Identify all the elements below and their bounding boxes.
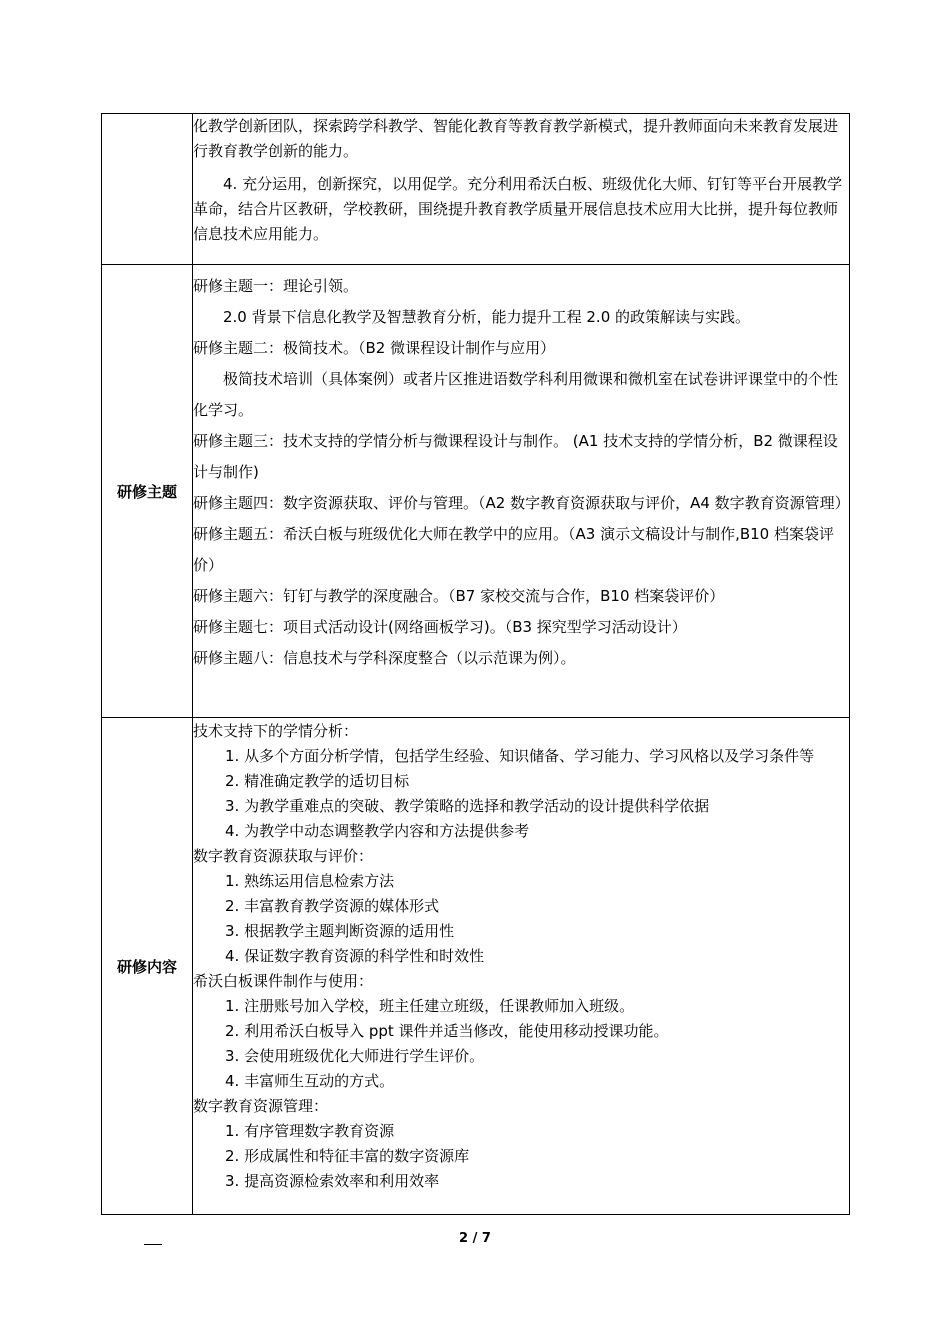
theme-line: 研修主题二：极简技术。（B2 微课程设计制作与应用） — [193, 339, 556, 357]
table-row — [102, 718, 850, 1215]
list-item: 2. 丰富教育教学资源的媒体形式 — [225, 897, 440, 915]
document-table — [101, 113, 850, 1215]
list-item: 2. 精准确定教学的适切目标 — [225, 772, 410, 790]
list-item: 4. 丰富师生互动的方式。 — [225, 1072, 395, 1090]
page-number: 2 / 7 — [459, 1231, 491, 1246]
list-item: 1. 从多个方面分析学情，包括学生经验、知识储备、学习能力、学习风格以及学习条件等 — [225, 747, 815, 765]
list-item: 3. 会使用班级优化大师进行学生评价。 — [225, 1047, 485, 1065]
paragraph: 4. 充分运用，创新探究，以用促学。充分利用希沃白板、班级优化大师、钉钉等平台开展教学革命，结合片区教研，学校教研，围绕提升教育教学质量开展信息技术应用大比拼，提升每位教师信息技术应用能力。 — [193, 175, 843, 243]
row-content — [193, 718, 850, 1215]
section-heading: 技术支持下的学情分析： — [193, 722, 359, 740]
list-item: 3. 提高资源检索效率和利用效率 — [225, 1172, 440, 1190]
theme-line: 研修主题三：技术支持的学情分析与微课程设计与制作。 (A1 技术支持的学情分析，B2 微课程设计与制作) — [193, 432, 838, 481]
paragraph: 化教学创新团队，探索跨学科教学、智能化教育等教育教学新模式，提升教师面向未来教育发展进行教育教学创新的能力。 — [193, 117, 839, 160]
table-row — [102, 265, 850, 718]
row-content — [193, 114, 850, 265]
theme-line: 2.0 背景下信息化教学及智慧教育分析，能力提升工程 2.0 的政策解读与实践。 — [223, 308, 751, 326]
theme-line: 研修主题六：钉钉与教学的深度融合。（B7 家校交流与合作，B10 档案袋评价） — [193, 587, 725, 605]
list-item: 3. 根据教学主题判断资源的适用性 — [225, 922, 455, 940]
list-item: 2. 利用希沃白板导入 ppt 课件并适当修改，能使用移动授课功能。 — [225, 1022, 669, 1040]
list-item: 1. 注册账号加入学校，班主任建立班级，任课教师加入班级。 — [225, 997, 635, 1015]
list-item: 4. 保证数字教育资源的科学性和时效性 — [225, 947, 485, 965]
theme-line: 研修主题一：理论引领。 — [193, 277, 359, 295]
section-heading: 希沃白板课件制作与使用： — [193, 972, 374, 990]
list-item: 3. 为教学重难点的突破、教学策略的选择和教学活动的设计提供科学依据 — [225, 797, 710, 815]
list-item: 1. 有序管理数字教育资源 — [225, 1122, 395, 1140]
section-heading: 数字教育资源管理： — [193, 1097, 329, 1115]
row-label: 研修内容 — [102, 718, 193, 1215]
section-heading: 数字教育资源获取与评价： — [193, 847, 374, 865]
footer-rule — [144, 1244, 162, 1245]
theme-line: 极简技术培训（具体案例）或者片区推进语数学科利用微课和微机室在试卷讲评课堂中的个性化学习。 — [193, 370, 839, 419]
theme-line: 研修主题七：项目式活动设计(网络画板学习)。（B3 探究型学习活动设计） — [193, 618, 687, 636]
theme-line: 研修主题五：希沃白板与班级优化大师在教学中的应用。（A3 演示文稿设计与制作,B10 档案袋评价） — [193, 525, 834, 574]
list-item: 2. 形成属性和特征丰富的数字资源库 — [225, 1147, 470, 1165]
row-content — [193, 265, 850, 718]
theme-line: 研修主题八：信息技术与学科深度整合（以示范课为例）。 — [193, 649, 576, 667]
theme-line: 研修主题四：数字资源获取、评价与管理。（A2 数字教育资源获取与评价，A4 数字教育资源管理） — [193, 494, 850, 512]
list-item: 1. 熟练运用信息检索方法 — [225, 872, 395, 890]
list-item: 4. 为教学中动态调整教学内容和方法提供参考 — [225, 822, 530, 840]
row-label: 研修主题 — [102, 265, 193, 718]
table-row — [102, 114, 850, 265]
row-label-empty — [102, 114, 193, 265]
